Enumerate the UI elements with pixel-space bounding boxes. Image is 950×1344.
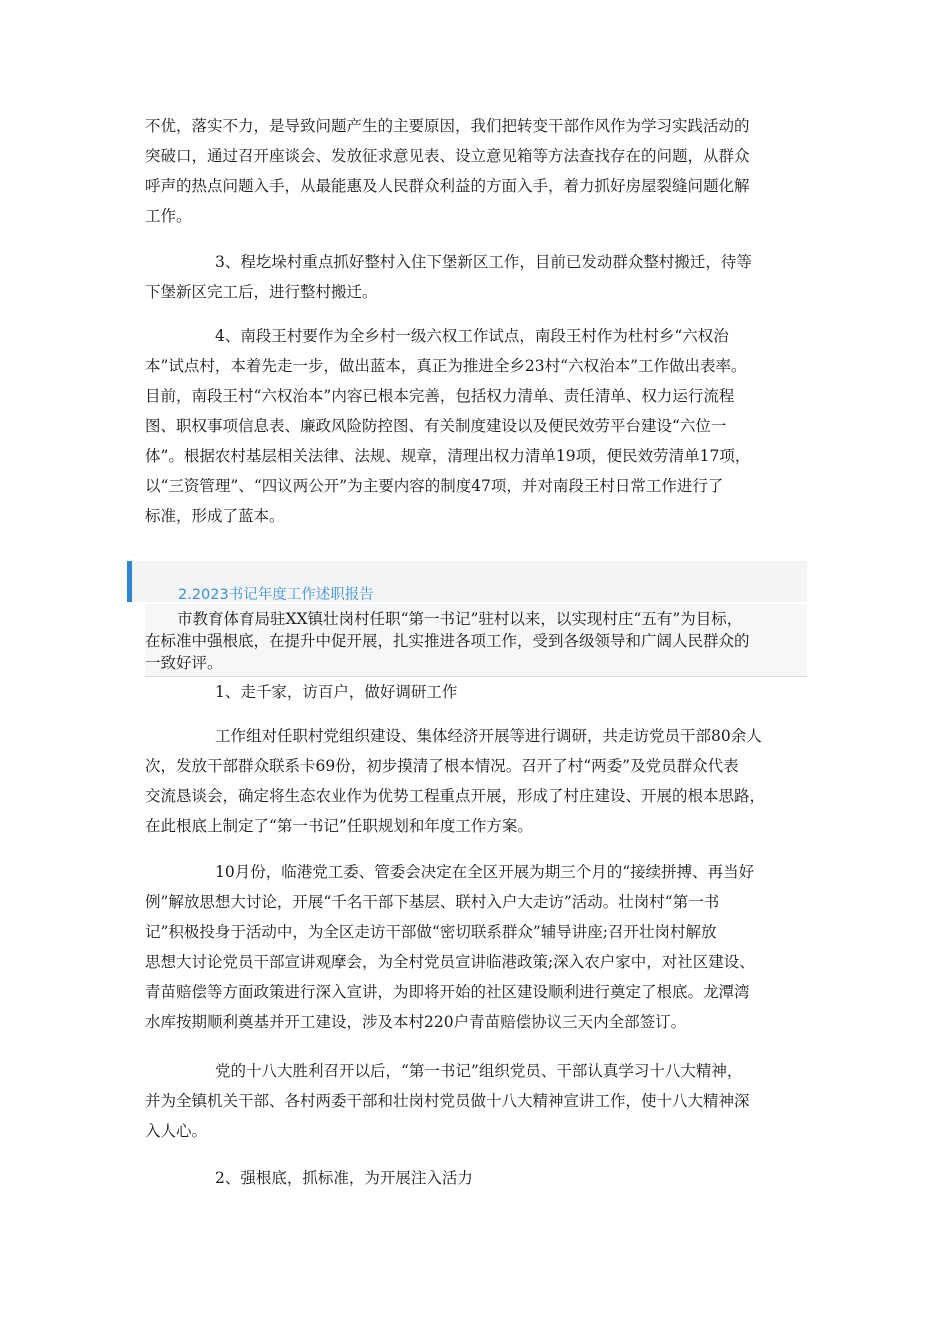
text-line: 在标准中强根底，在提升中促开展，扎实推进各项工作，受到各级领导和广阔人民群众的 [145, 632, 750, 650]
text-line: 3、程圪垛村重点抓好整村入住下堡新区工作，目前已发动群众整村搬迁，待等 [215, 253, 752, 271]
text-line: 4、南段王村要作为全乡村一级六权工作试点，南段王村作为杜村乡“六权治 [215, 327, 729, 345]
text-line: 入人心。 [145, 1122, 208, 1140]
text-line: 青苗赔偿等方面政策进行深入宣讲，为即将开始的社区建设顺利进行奠定了根底。龙潭湾 [145, 983, 750, 1001]
subheading-2 [145, 1163, 820, 1193]
text-line: 不优，落实不力，是导致问题产生的主要原因，我们把转变干部作风作为学习实践活动的 [145, 117, 750, 135]
section-header-bar [127, 561, 807, 602]
paragraph-item-4 [145, 321, 820, 531]
text-line: 下堡新区完工后，进行整村搬迁。 [145, 283, 378, 301]
text-line: 体”。根据农村基层相关法律、法规、规章，清理出权力清单19项，便民效劳清单17项， [145, 447, 751, 465]
text-line: 记”积极投身于活动中，为全区走访干部做“密切联系群众”辅导讲座;召开壮岗村解放 [145, 923, 717, 941]
text-line: 本”试点村，本着先走一步，做出蓝本，真正为推进全乡23村“六权治本”工作做出表率。 [145, 357, 747, 375]
text-line: 突破口，通过召开座谈会、发放征求意见表、设立意见箱等方法查找存在的问题，从群众 [145, 147, 750, 165]
text-line: 交流恳谈会，确定将生态农业作为优势工程重点开展，形成了村庄建设、开展的根本思路， [145, 787, 766, 805]
text-line: 工作组对任职村党组织建设、集体经济开展等进行调研，共走访党员干部80余人 [215, 727, 762, 745]
heading-text: 1、走千家，访百户，做好调研工作 [215, 683, 458, 701]
text-line: 以“三资管理”、“四议两公开”为主要内容的制度47项，并对南段王村日常工作进行了 [145, 477, 724, 495]
text-line: 市教育体育局驻XX镇壮岗村任职“第一书记”驻村以来，以实现村庄“五有”为目标， [177, 610, 743, 628]
text-line: 并为全镇机关干部、各村两委干部和壮岗村党员做十八大精神宣讲工作，使十八大精神深 [145, 1092, 750, 1110]
text-line: 10月份，临港党工委、管委会决定在全区开展为期三个月的“接续拼搏、再当好 [215, 863, 755, 881]
paragraph-eighteenth [145, 1056, 820, 1146]
text-line: 党的十八大胜利召开以后，“第一书记”组织党员、干部认真学习十八大精神， [215, 1062, 743, 1080]
text-line: 目前，南段王村“六权治本”内容已根本完善，包括权力清单、责任清单、权力运行流程 [145, 387, 735, 405]
paragraph-research [145, 721, 820, 841]
text-line: 呼声的热点问题入手，从最能惠及人民群众利益的方面入手，着力抓好房屋裂缝问题化解 [145, 177, 750, 195]
paragraph-october [145, 857, 820, 1037]
paragraph-item-3 [145, 247, 820, 307]
text-line: 图、职权事项信息表、廉政风险防控图、有关制度建设以及便民效劳平台建设“六位一 [145, 417, 727, 435]
text-line: 在此根底上制定了“第一书记”任职规划和年度工作方案。 [145, 817, 533, 835]
text-line: 例”解放思想大讨论，开展“千名干部下基层、联村入户大走访”活动。壮岗村“第一书 [145, 893, 720, 911]
section-accent-stripe [127, 561, 132, 602]
intro-paragraph [145, 608, 825, 674]
section-title: 2.2023书记年度工作述职报告 [178, 587, 374, 603]
text-line: 标准，形成了蓝本。 [145, 507, 285, 525]
text-line: 工作。 [145, 207, 192, 225]
heading-text: 2、强根底，抓标准，为开展注入活力 [215, 1169, 473, 1187]
paragraph-continued [145, 111, 820, 231]
text-line: 次，发放干部群众联系卡69份，初步摸清了根本情况。召开了村“两委”及党员群众代表 [145, 757, 739, 775]
text-line: 水库按期顺利奠基并开工建设，涉及本村220户青苗赔偿协议三天内全部签订。 [145, 1013, 687, 1031]
subheading-1 [145, 677, 820, 707]
text-line: 一致好评。 [145, 654, 223, 672]
intro-box [145, 604, 807, 677]
text-line: 思想大讨论党员干部宣讲观摩会，为全村党员宣讲临港政策;深入农户家中，对社区建设、 [145, 953, 755, 971]
